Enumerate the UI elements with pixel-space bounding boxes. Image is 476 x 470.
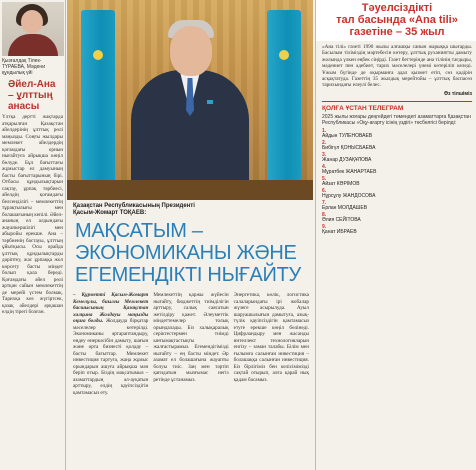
anniversary-text: «Ана тілі» газеті 1990 жылы алғашқы санын жарыққа шығарды. Басылым тіліміздің мәртебесін көтеру, ұлттық руханиятты дамыту жолында үлкен еңбек сіңірді. Газет беттерінде ана тілінің тағдыры, мәдениет пен әдебиет, тарих мәселелері үнемі көтеріліп келеді. Ұжым бүгінде де оқырманға адал қызмет етіп, сөз қадірін асқақтатуда. Газеттің 35 жылдық мерейтойы – ұлттық баспасөз тарихындағы елеулі белес.	[322, 44, 472, 89]
left-column	[0, 0, 66, 470]
flag-right	[267, 10, 301, 185]
article-column-1	[73, 292, 148, 396]
anniversary-header	[316, 0, 476, 41]
list-item: 8. Әлия СЕЙІТОВА	[322, 211, 361, 224]
awardee-list	[316, 129, 476, 236]
article-column-2: Мемлекеттің қаржы жүйесін нығайту, бюджеттің тиімділігін арттыру, салық саясатын жетілдіру қажет. Әлеуметтік міндеттемелер толық орындалады. Біз халықаралық серіктестермен тиімді ынтымақтастықты жалғастырамыз. Егемендігімізді нығайту – ең басты міндет. Әр азамат ел болашағына жауапты болуы тиіс. Заң мен тәртіп қағидатын мызғымас негіз ретінде ұстанамыз.	[153, 292, 229, 383]
author-caption: Қызғалдақ Тілек-ТҮРАЕВА, Мәдени құндылық үйі	[2, 58, 45, 76]
main-headline: МАҚСАТЫМ – ЭКОНОМИКАНЫ ЖӘНЕ ЕГЕМЕНДІКТІ НЫҒАЙТУ	[75, 220, 301, 286]
list-item: 9. Қанат ИБРАЕВ	[322, 223, 357, 236]
article-column-1-text: Жолдауда бірқатар мәселелер көтерілді. Экономиканы әртараптандыру, өңдеу өнеркәсібін дамыту, шағын және орта бизнесті қолдау – басты бағыттар. Мемлекет инвестиция тартуға, жаңа жұмыс орындарын ашуға айрықша мән беріп отыр. Біздің мақсатымыз – азаматтардың әл-ауқатын арттыру, елдің қауіпсіздігін қамтамасыз ету.	[73, 318, 149, 396]
photo-caption-line2: Қасым-Жомарт ТОҚАЕВ:	[73, 210, 147, 216]
section-intro: 2025 жылы жоғары деңгейдегі төмендегі азаматтарға Қазақстан Республикасы «Оқу-ағарту ісінің үздігі» төсбелгісі берілді:	[322, 113, 471, 126]
left-article-text: Үлтқа дертті жақтарда атқарылған Қазақстан әйелдерінің ұлттық рөлі маңызды. Соңғы жылдары мемлекет әйелдердің қоғамдағы орнын нығайтуға айрықша көңіл бөлуде. Бұл бағыттағы жұмыстар ел дамуының басты бағыттарының бірі. Отбасы құндылықтарын сақтау, ұрпақ тәрбиесі, әйелдің қоғамдағы белсенділігі – мемлекеттің тұрақтылығы мен болашағының кепілі. Әйел-ананың ел алдындағы жауапкершілігі мен абыройы ерекше. Ана – тәрбиенің бастауы, ұлттың ұйытқысы. Осы орайда ұлттық құндылықтарды дәріптеу, жас ұрпаққа жол көрсету басты міндет болып қала береді. Қоғамдағы әйел рөлі артқан сайын мемлекеттің де мерейі үстем болмақ. Тарихқа көз жүгіртсек, қазақ әйелдері әрқашан елдің тірегі болған.	[2, 114, 63, 315]
anniversary-title-2: тал басында «Ana tili»	[336, 14, 458, 26]
anniversary-byline: Өз тілшіміз	[444, 90, 472, 97]
list-item: 4. Мұратбек ЖАНАРТАЕВ	[322, 163, 377, 176]
flag-left	[81, 10, 115, 185]
article-column-3: Энергетика, көлік, логистика салаларындағы ірі жобалар жүзеге асырылуда. Ауыл шаруашылығын дамытуға, азық-түлік қауіпсіздігін қамтамасыз етуге ерекше көңіл бөлінеді. Цифрландыру мен жасанды интеллект технологияларын енгізу – заман талабы. Білім мен ғылымға салынған инвестиция – болашаққа салынған инвестиция. Біз бірлігіміз бен келісімімізді сақтай отырып, алға қарай нық қадам басамыз.	[233, 292, 309, 383]
section-heading: ҚОЛҒА ҰСТАН ТЕЛЕГРАМ	[322, 104, 404, 112]
divider	[322, 101, 472, 102]
author-portrait	[2, 2, 64, 56]
list-item: 5. Айзат КӘРІМОВ	[322, 175, 360, 188]
list-item: 2. Бибігүл ҚОНЫСБАЕВА	[322, 139, 376, 152]
president-photo	[67, 0, 313, 200]
photo-caption	[67, 200, 313, 217]
list-item: 6. Нұрсұлу ЖАНДОСОВА	[322, 187, 376, 200]
right-column	[315, 0, 476, 470]
anniversary-title-3: газетіне – 35 жыл	[349, 26, 445, 38]
interview-question: – Құрметті Қасым-Жомарт Кемелұлы, биылғы Мемлекет басшысының Қазақстан халқына Жолдауы маңызды оқиға болды.	[73, 292, 149, 324]
left-headline: Әйел-Ана – ұлттың анасы	[8, 79, 56, 112]
list-item: 3. Жанар ДУЗАҚҰЛОВА	[322, 151, 372, 164]
photo-caption-line1: Қазақстан Республикасының Президенті	[73, 203, 195, 209]
main-article	[67, 0, 313, 470]
anniversary-title-1: Тәуелсіздікті	[361, 2, 433, 14]
list-item: 7. Ерлан МОЛДАШЕВ	[322, 199, 368, 212]
article-body	[67, 286, 313, 396]
list-item: 1. Айдын ТУЛЕНОВАЕВ	[322, 127, 373, 140]
